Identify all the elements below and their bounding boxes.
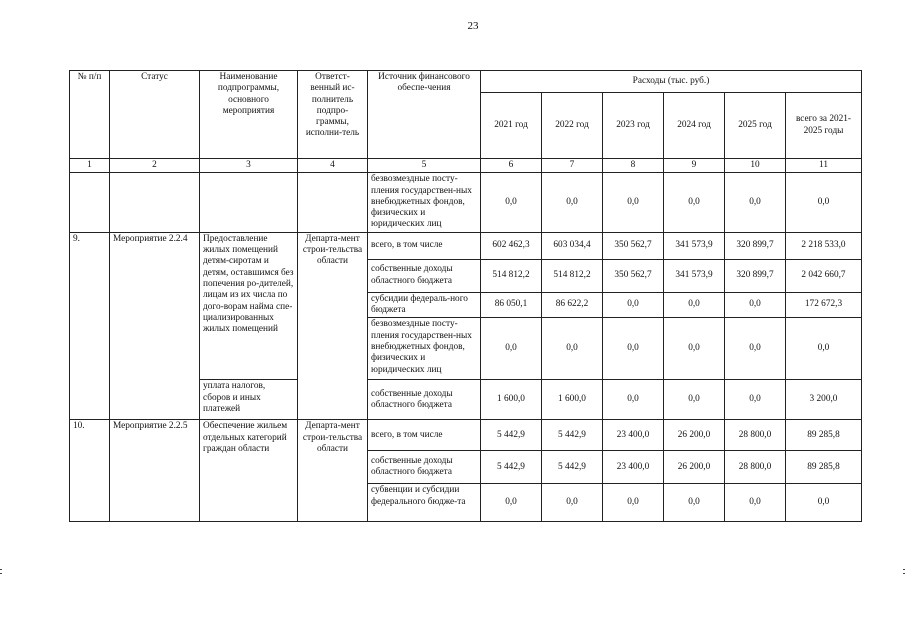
value-cell: 0,0 (725, 484, 786, 522)
value-cell: 0,0 (542, 318, 603, 380)
value-cell: 2 218 533,0 (786, 232, 862, 259)
header-year-2021: 2021 год (481, 93, 542, 159)
col-index: 11 (786, 159, 862, 173)
scan-mark (0, 569, 2, 570)
value-cell: 0,0 (725, 318, 786, 380)
header-responsible: Ответст-венный ис-полнитель подпро-граммы, исполни-тель (298, 71, 368, 159)
value-cell: 0,0 (786, 318, 862, 380)
scan-mark (0, 573, 2, 574)
value-cell: 1 600,0 (481, 380, 542, 420)
value-cell: 514 812,2 (481, 259, 542, 292)
source-cell: безвозмездные посту-пления государствен-ных внебюджетных фондов, физических и юридических лиц (368, 318, 481, 380)
col-index: 1 (70, 159, 110, 173)
value-cell: 0,0 (481, 173, 542, 232)
value-cell: 341 573,9 (664, 232, 725, 259)
value-cell: 603 034,4 (542, 232, 603, 259)
responsible-cell (298, 173, 368, 232)
source-cell: собственные доходы областного бюджета (368, 380, 481, 420)
status-cell (110, 173, 200, 232)
source-cell: всего, в том числе (368, 420, 481, 451)
name-cell: уплата налогов, сборов и иных платежей (200, 380, 298, 420)
value-cell: 172 672,3 (786, 292, 862, 318)
value-cell: 28 800,0 (725, 451, 786, 484)
value-cell: 1 600,0 (542, 380, 603, 420)
name-cell: Обеспечение жильем отдельных категорий граждан области (200, 420, 298, 522)
value-cell: 5 442,9 (481, 420, 542, 451)
header-expenses: Расходы (тыс. руб.) (481, 71, 862, 93)
value-cell: 0,0 (603, 292, 664, 318)
num-cell: 9. (70, 232, 110, 420)
header-name: Наименование подпрограммы, основного мероприятия (200, 71, 298, 159)
source-cell: субсидии федераль-ного бюджета (368, 292, 481, 318)
value-cell: 0,0 (664, 380, 725, 420)
value-cell: 89 285,8 (786, 451, 862, 484)
value-cell: 26 200,0 (664, 451, 725, 484)
value-cell: 3 200,0 (786, 380, 862, 420)
value-cell: 0,0 (542, 173, 603, 232)
col-index: 2 (110, 159, 200, 173)
name-cell: Предоставление жилых помещений детям-сиротам и детям, оставшимся без попечения ро-дителей, лицам из их числа по дого-ворам найма спе-циализированных жилых помещений (200, 232, 298, 380)
value-cell: 0,0 (542, 484, 603, 522)
value-cell: 0,0 (664, 173, 725, 232)
value-cell: 23 400,0 (603, 451, 664, 484)
num-cell (70, 173, 110, 232)
value-cell: 514 812,2 (542, 259, 603, 292)
value-cell: 0,0 (603, 173, 664, 232)
value-cell: 0,0 (725, 380, 786, 420)
source-cell: собственные доходы областного бюджета (368, 451, 481, 484)
header-year-2025: 2025 год (725, 93, 786, 159)
col-index: 4 (298, 159, 368, 173)
col-index: 8 (603, 159, 664, 173)
value-cell: 0,0 (725, 292, 786, 318)
value-cell: 5 442,9 (481, 451, 542, 484)
col-index: 3 (200, 159, 298, 173)
value-cell: 0,0 (786, 173, 862, 232)
source-cell: всего, в том числе (368, 232, 481, 259)
value-cell: 86 050,1 (481, 292, 542, 318)
value-cell: 0,0 (786, 484, 862, 522)
source-cell: безвозмездные посту-пления государствен-ных внебюджетных фондов, физических и юридических лиц (368, 173, 481, 232)
header-year-total: всего за 2021-2025 годы (786, 93, 862, 159)
value-cell: 0,0 (603, 318, 664, 380)
value-cell: 320 899,7 (725, 259, 786, 292)
value-cell: 0,0 (725, 173, 786, 232)
header-num: № п/п (70, 71, 110, 159)
num-cell: 10. (70, 420, 110, 522)
value-cell: 86 622,2 (542, 292, 603, 318)
source-cell: собственные доходы областного бюджета (368, 259, 481, 292)
name-cell (200, 173, 298, 232)
responsible-cell: Департа-мент строи-тельства области (298, 232, 368, 420)
value-cell: 0,0 (481, 484, 542, 522)
value-cell: 0,0 (664, 318, 725, 380)
table-row (70, 232, 862, 259)
value-cell: 0,0 (664, 292, 725, 318)
col-index: 6 (481, 159, 542, 173)
header-year-2023: 2023 год (603, 93, 664, 159)
value-cell: 0,0 (603, 484, 664, 522)
status-cell: Мероприятие 2.2.5 (110, 420, 200, 522)
value-cell: 0,0 (603, 380, 664, 420)
value-cell: 602 462,3 (481, 232, 542, 259)
table-row (70, 420, 862, 451)
header-source: Источник финансового обеспе-чения (368, 71, 481, 159)
col-index: 10 (725, 159, 786, 173)
column-index-row (70, 159, 862, 173)
value-cell: 0,0 (481, 318, 542, 380)
value-cell: 350 562,7 (603, 232, 664, 259)
value-cell: 23 400,0 (603, 420, 664, 451)
status-cell: Мероприятие 2.2.4 (110, 232, 200, 420)
budget-table (69, 70, 862, 522)
col-index: 7 (542, 159, 603, 173)
value-cell: 2 042 660,7 (786, 259, 862, 292)
value-cell: 5 442,9 (542, 451, 603, 484)
col-index: 9 (664, 159, 725, 173)
value-cell: 320 899,7 (725, 232, 786, 259)
page-number: 23 (467, 20, 479, 32)
value-cell: 350 562,7 (603, 259, 664, 292)
value-cell: 5 442,9 (542, 420, 603, 451)
value-cell: 26 200,0 (664, 420, 725, 451)
table-row (70, 173, 862, 232)
value-cell: 0,0 (664, 484, 725, 522)
responsible-cell: Департа-мент строи-тельства области (298, 420, 368, 522)
value-cell: 28 800,0 (725, 420, 786, 451)
source-cell: субвенции и субсидии федерального бюдже-та (368, 484, 481, 522)
header-status: Статус (110, 71, 200, 159)
value-cell: 89 285,8 (786, 420, 862, 451)
header-year-2024: 2024 год (664, 93, 725, 159)
col-index: 5 (368, 159, 481, 173)
value-cell: 341 573,9 (664, 259, 725, 292)
header-year-2022: 2022 год (542, 93, 603, 159)
